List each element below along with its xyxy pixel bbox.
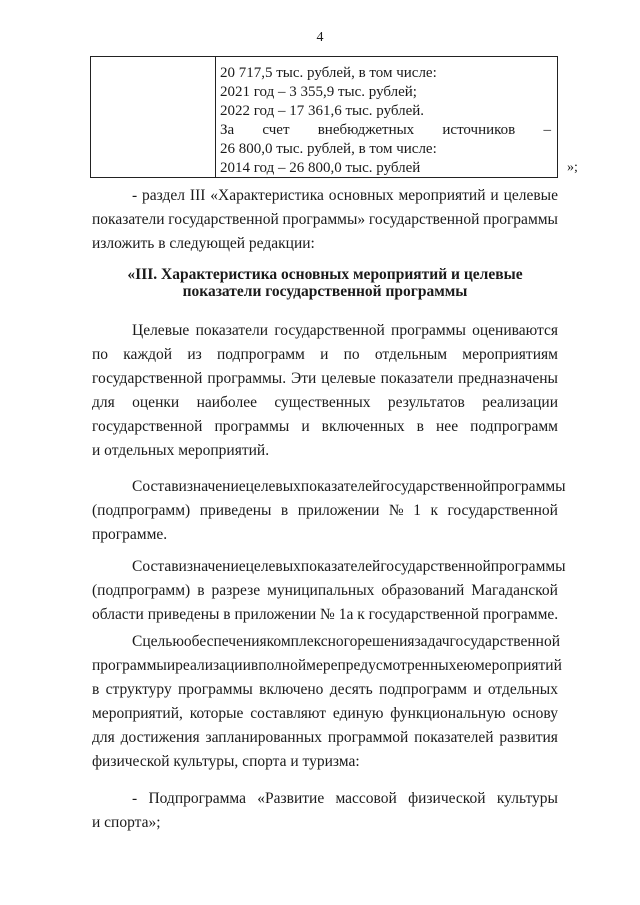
word: программы <box>483 211 558 228</box>
word: достижения <box>120 729 200 746</box>
text-line <box>92 415 558 439</box>
word: программы» <box>282 211 366 228</box>
word: реализации <box>482 394 558 411</box>
funding-line: 20 717,5 тыс. рублей, в том числе: <box>220 65 437 81</box>
text-line: области приведены в приложении № 1а к государственной программе. <box>92 606 559 623</box>
body-paragraph <box>92 787 558 835</box>
word: массовой <box>335 790 397 807</box>
word: в <box>197 582 205 599</box>
word: для <box>92 394 115 411</box>
text-line <box>92 367 558 391</box>
word: в <box>250 657 259 674</box>
intro-paragraph <box>92 184 558 256</box>
text-line <box>92 555 566 579</box>
word: в <box>280 502 289 519</box>
word: показателей <box>414 729 494 746</box>
word: оценки <box>132 394 180 411</box>
word: «Развитие <box>257 790 325 807</box>
word: и <box>166 657 176 674</box>
closing-quote: »; <box>567 160 578 175</box>
text-line <box>92 678 558 702</box>
word: целевых <box>245 558 301 575</box>
word: За <box>220 122 235 138</box>
word: наиболее <box>196 394 257 411</box>
word: полной <box>258 657 307 674</box>
word: ею <box>456 657 475 674</box>
word: значение <box>186 478 246 495</box>
word: реализации <box>175 657 251 674</box>
word: и <box>473 681 482 698</box>
word: целевые <box>503 187 558 204</box>
word: отдельных <box>487 681 558 698</box>
heading-line: показатели государственной программы <box>182 283 468 300</box>
heading-line: «III. Характеристика основных мероприятий и целевые <box>127 266 523 283</box>
word: развития <box>499 729 558 746</box>
word: III <box>189 187 206 204</box>
word: разрезе <box>211 582 261 599</box>
word: физической <box>408 790 486 807</box>
word: и <box>320 346 329 363</box>
word: в <box>92 681 100 698</box>
word: Подпрограмма <box>148 790 246 807</box>
text-line <box>92 579 558 603</box>
word: для <box>92 729 115 746</box>
word: отдельным <box>374 346 448 363</box>
word: целевых <box>245 478 301 495</box>
word: государственной <box>92 418 203 435</box>
word: подпрограмм <box>470 418 558 435</box>
word: мероприятий <box>398 187 486 204</box>
funding-cell <box>220 64 551 178</box>
text-line <box>92 391 558 415</box>
word: в <box>416 418 424 435</box>
funding-line: 2014 год – 26 800,0 тыс. рублей <box>220 160 421 176</box>
word: функциональную <box>390 705 506 722</box>
word: и <box>301 418 310 435</box>
word: государственной <box>447 502 558 519</box>
word: - <box>132 187 138 204</box>
word: государственной <box>168 211 279 228</box>
word: предусмотренных <box>337 657 457 674</box>
text-line <box>92 726 558 750</box>
word: показателей <box>300 558 381 575</box>
text-line <box>92 184 558 208</box>
body-paragraph <box>92 319 558 463</box>
text-line: и отдельных мероприятий. <box>92 442 270 459</box>
word: обеспечения <box>183 633 267 650</box>
word: по <box>92 346 109 363</box>
word: комплексного <box>266 633 358 650</box>
word: муниципальных <box>267 582 375 599</box>
word: задач <box>414 633 450 650</box>
word: включенных <box>321 418 405 435</box>
word: государственной <box>449 633 560 650</box>
word: и <box>178 478 187 495</box>
word: значение <box>186 558 246 575</box>
word: образований <box>381 582 465 599</box>
word: и <box>178 558 187 575</box>
word: показатели <box>195 322 269 339</box>
word: государственной <box>274 322 385 339</box>
word: культуры <box>496 790 558 807</box>
word: программы <box>178 681 253 698</box>
word: составляют <box>250 705 327 722</box>
word: Магаданской <box>471 582 558 599</box>
word: единую <box>332 705 384 722</box>
text-line <box>92 499 558 523</box>
word: показатели <box>380 370 454 387</box>
funding-line: 2022 год – 17 361,6 тыс. рублей. <box>220 103 425 119</box>
word: структуру <box>105 681 172 698</box>
text-line: физической культуры, спорта и туризма: <box>92 753 360 770</box>
word: мероприятиям <box>462 346 558 363</box>
word: государственной <box>380 478 491 495</box>
word: нее <box>436 418 459 435</box>
text-line: и спорта»; <box>92 814 161 831</box>
page-number: 4 <box>316 30 324 45</box>
word: результатов <box>387 394 465 411</box>
word: мероприятий, <box>92 705 183 722</box>
word: программы <box>92 657 167 674</box>
body-paragraph <box>92 555 566 627</box>
word: десять <box>329 681 373 698</box>
body-paragraph <box>92 475 566 547</box>
word: Целевые <box>132 322 190 339</box>
word: показателей <box>300 478 381 495</box>
word: «Характеристика <box>210 187 324 204</box>
word: основу <box>512 705 558 722</box>
word: программы <box>490 558 566 575</box>
word: С <box>132 633 143 650</box>
word: по <box>343 346 360 363</box>
word: программой <box>327 729 409 746</box>
word: каждой <box>123 346 173 363</box>
section-heading <box>92 266 558 300</box>
funding-line: 2021 год – 3 355,9 тыс. рублей; <box>220 84 417 100</box>
text-line <box>92 208 558 232</box>
word: раздел <box>142 187 186 204</box>
word: Состав <box>132 478 179 495</box>
word: программы. <box>207 370 287 387</box>
word: подпрограмм <box>216 346 305 363</box>
word: – <box>543 122 551 138</box>
word: (подпрограмм) <box>92 582 191 599</box>
word: Эти <box>291 370 317 387</box>
word: целевые <box>321 370 376 387</box>
text-line <box>92 475 566 499</box>
word: приведены <box>199 502 272 519</box>
word: приложении <box>297 502 380 519</box>
text-line <box>92 343 558 367</box>
text-line <box>92 654 562 678</box>
word: государственной <box>380 558 491 575</box>
word: которые <box>189 705 244 722</box>
word: государственной <box>92 370 203 387</box>
word: мере <box>306 657 338 674</box>
word: включено <box>259 681 324 698</box>
word: внебюджетных <box>317 122 415 138</box>
word: № <box>388 502 404 519</box>
funding-line-justified <box>220 121 551 140</box>
word: к <box>430 502 438 519</box>
word: и <box>490 187 499 204</box>
word: - <box>132 790 138 807</box>
word: оцениваются <box>472 322 558 339</box>
word: из <box>187 346 202 363</box>
body-paragraph <box>92 630 562 774</box>
funding-line: 26 800,0 тыс. рублей, в том числе: <box>220 141 437 157</box>
word: запланированных <box>205 729 323 746</box>
word: показатели <box>92 211 165 228</box>
text-line <box>92 319 558 343</box>
word: основных <box>328 187 394 204</box>
word: целью <box>142 633 184 650</box>
text-line <box>92 702 558 726</box>
funding-table <box>90 56 558 178</box>
text-line: изложить в следующей редакции: <box>92 235 315 252</box>
word: решения <box>357 633 415 650</box>
table-column-divider <box>215 57 216 177</box>
word: государственной <box>368 211 480 228</box>
word: (подпрограмм) <box>92 502 191 519</box>
word: программы <box>490 478 566 495</box>
text-line: программе. <box>92 526 168 543</box>
word: программы <box>214 418 290 435</box>
word: Состав <box>132 558 179 575</box>
word: существенных <box>274 394 371 411</box>
text-line <box>92 787 558 811</box>
word: 1 <box>413 502 421 519</box>
word: счет <box>262 122 290 138</box>
word: источников <box>442 122 516 138</box>
word: мероприятий <box>474 657 562 674</box>
text-line <box>92 630 558 654</box>
word: программы <box>391 322 466 339</box>
word: подпрограмм <box>379 681 467 698</box>
word: предназначены <box>458 370 558 387</box>
